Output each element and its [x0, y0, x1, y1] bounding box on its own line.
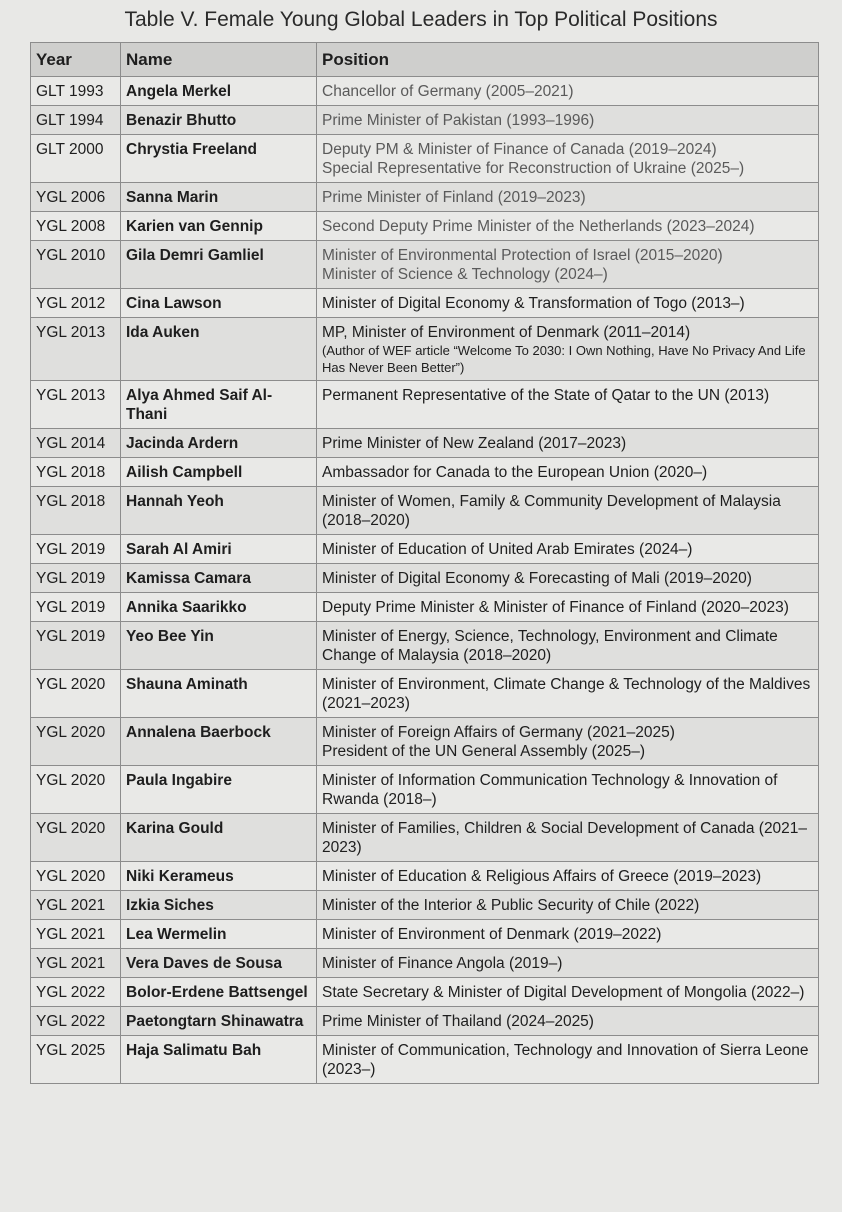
position-line: Minister of Science & Technology (2024–) — [322, 266, 608, 283]
cell-name: Annika Saarikko — [121, 593, 317, 622]
cell-position — [317, 978, 819, 1007]
cell-year: YGL 2022 — [31, 978, 121, 1007]
cell-name: Gila Demri Gamliel — [121, 241, 317, 289]
cell-position — [317, 183, 819, 212]
table-row — [31, 77, 819, 106]
table-row — [31, 458, 819, 487]
position-line: Prime Minister of Finland (2019–2023) — [322, 189, 586, 206]
position-line: Second Deputy Prime Minister of the Netherlands (2023–2024) — [322, 218, 755, 235]
table-row — [31, 135, 819, 183]
cell-year: GLT 2000 — [31, 135, 121, 183]
cell-year: YGL 2019 — [31, 535, 121, 564]
cell-year: YGL 2020 — [31, 670, 121, 718]
cell-position — [317, 920, 819, 949]
cell-name: Jacinda Ardern — [121, 429, 317, 458]
cell-name: Angela Merkel — [121, 77, 317, 106]
cell-position — [317, 212, 819, 241]
cell-position — [317, 458, 819, 487]
cell-year: YGL 2019 — [31, 564, 121, 593]
cell-position — [317, 318, 819, 381]
position-line: Minister of Environment, Climate Change & Technology of the Maldives (2021–2023) — [322, 676, 811, 712]
cell-name: Cina Lawson — [121, 289, 317, 318]
cell-year: YGL 2013 — [31, 381, 121, 429]
cell-position — [317, 718, 819, 766]
cell-year: YGL 2012 — [31, 289, 121, 318]
header-name: Name — [121, 43, 317, 77]
cell-position — [317, 77, 819, 106]
cell-name: Shauna Aminath — [121, 670, 317, 718]
cell-year: YGL 2018 — [31, 458, 121, 487]
cell-year: YGL 2008 — [31, 212, 121, 241]
cell-position — [317, 135, 819, 183]
cell-name: Ida Auken — [121, 318, 317, 381]
leaders-table — [30, 42, 819, 1084]
position-line: MP, Minister of Environment of Denmark (2011–2014) — [322, 324, 691, 341]
cell-name: Paula Ingabire — [121, 766, 317, 814]
position-line: Minister of Communication, Technology and Innovation of Sierra Leone (2023–) — [322, 1042, 809, 1078]
table-row — [31, 289, 819, 318]
cell-year: YGL 2020 — [31, 718, 121, 766]
cell-year: YGL 2021 — [31, 891, 121, 920]
cell-position — [317, 593, 819, 622]
cell-name: Alya Ahmed Saif Al-Thani — [121, 381, 317, 429]
cell-position — [317, 670, 819, 718]
table-row — [31, 212, 819, 241]
cell-year: YGL 2018 — [31, 487, 121, 535]
cell-year: YGL 2021 — [31, 949, 121, 978]
table-row — [31, 862, 819, 891]
cell-name: Yeo Bee Yin — [121, 622, 317, 670]
table-row — [31, 593, 819, 622]
cell-position — [317, 564, 819, 593]
cell-year: YGL 2014 — [31, 429, 121, 458]
cell-year: YGL 2013 — [31, 318, 121, 381]
position-line: Chancellor of Germany (2005–2021) — [322, 83, 574, 100]
cell-name: Ailish Campbell — [121, 458, 317, 487]
cell-position — [317, 289, 819, 318]
table-row — [31, 920, 819, 949]
cell-year: YGL 2019 — [31, 593, 121, 622]
cell-name: Sanna Marin — [121, 183, 317, 212]
table-row — [31, 718, 819, 766]
table-title: Table V. Female Young Global Leaders in Top Political Positions — [124, 8, 718, 31]
position-line: Prime Minister of Pakistan (1993–1996) — [322, 112, 595, 129]
cell-name: Kamissa Camara — [121, 564, 317, 593]
cell-position — [317, 814, 819, 862]
table-row — [31, 564, 819, 593]
cell-year: YGL 2021 — [31, 920, 121, 949]
cell-position — [317, 241, 819, 289]
position-line: Minister of Environment of Denmark (2019–2022) — [322, 926, 662, 943]
cell-position — [317, 622, 819, 670]
cell-year: GLT 1994 — [31, 106, 121, 135]
cell-name: Lea Wermelin — [121, 920, 317, 949]
cell-name: Annalena Baerbock — [121, 718, 317, 766]
position-line: Minister of Environmental Protection of Israel (2015–2020) — [322, 247, 723, 264]
cell-year: YGL 2022 — [31, 1007, 121, 1036]
table-row — [31, 891, 819, 920]
table-row — [31, 535, 819, 564]
table-row — [31, 622, 819, 670]
cell-name: Benazir Bhutto — [121, 106, 317, 135]
position-note: (Author of WEF article “Welcome To 2030: I Own Nothing, Have No Privacy And Life Has Never Been Better”) — [322, 343, 806, 375]
cell-position — [317, 535, 819, 564]
position-line: Permanent Representative of the State of Qatar to the UN (2013) — [322, 387, 770, 404]
cell-position — [317, 429, 819, 458]
header-year: Year — [31, 43, 121, 77]
cell-year: GLT 1993 — [31, 77, 121, 106]
cell-position — [317, 106, 819, 135]
cell-name: Haja Salimatu Bah — [121, 1036, 317, 1084]
position-line: Minister of Information Communication Technology & Innovation of Rwanda (2018–) — [322, 772, 778, 808]
position-line: Minister of Families, Children & Social Development of Canada (2021–2023) — [322, 820, 808, 856]
position-line: Minister of Education & Religious Affairs of Greece (2019–2023) — [322, 868, 762, 885]
position-line: Minister of Digital Economy & Transformation of Togo (2013–) — [322, 295, 745, 312]
position-line: Minister of Finance Angola (2019–) — [322, 955, 563, 972]
position-line: Minister of Digital Economy & Forecasting of Mali (2019–2020) — [322, 570, 752, 587]
position-line: Ambassador for Canada to the European Union (2020–) — [322, 464, 708, 481]
position-line: Deputy PM & Minister of Finance of Canada (2019–2024) — [322, 141, 717, 158]
header-row — [31, 43, 819, 77]
cell-year: YGL 2020 — [31, 814, 121, 862]
cell-name: Sarah Al Amiri — [121, 535, 317, 564]
cell-name: Niki Kerameus — [121, 862, 317, 891]
position-line: State Secretary & Minister of Digital Development of Mongolia (2022–) — [322, 984, 805, 1001]
table-row — [31, 949, 819, 978]
cell-position — [317, 1036, 819, 1084]
cell-year: YGL 2020 — [31, 862, 121, 891]
cell-position — [317, 766, 819, 814]
table-row — [31, 1007, 819, 1036]
position-line: Minister of Energy, Science, Technology, Environment and Climate Change of Malaysia (2018–2020) — [322, 628, 778, 664]
position-line: Minister of the Interior & Public Security of Chile (2022) — [322, 897, 700, 914]
position-line: Minister of Education of United Arab Emirates (2024–) — [322, 541, 693, 558]
cell-position — [317, 862, 819, 891]
table-row — [31, 318, 819, 381]
cell-position — [317, 487, 819, 535]
cell-name: Karien van Gennip — [121, 212, 317, 241]
cell-name: Vera Daves de Sousa — [121, 949, 317, 978]
cell-position — [317, 381, 819, 429]
table-row — [31, 241, 819, 289]
cell-year: YGL 2025 — [31, 1036, 121, 1084]
cell-year: YGL 2019 — [31, 622, 121, 670]
position-line: Special Representative for Reconstruction of Ukraine (2025–) — [322, 160, 745, 177]
table-row — [31, 429, 819, 458]
position-line: President of the UN General Assembly (2025–) — [322, 743, 646, 760]
position-line: Prime Minister of New Zealand (2017–2023) — [322, 435, 627, 452]
position-line: Minister of Foreign Affairs of Germany (2021–2025) — [322, 724, 675, 741]
cell-position — [317, 949, 819, 978]
cell-name: Paetongtarn Shinawatra — [121, 1007, 317, 1036]
table-row — [31, 670, 819, 718]
cell-position — [317, 1007, 819, 1036]
table-row — [31, 766, 819, 814]
table-body — [31, 77, 819, 1084]
cell-year: YGL 2006 — [31, 183, 121, 212]
position-line: Minister of Women, Family & Community Development of Malaysia (2018–2020) — [322, 493, 781, 529]
cell-name: Karina Gould — [121, 814, 317, 862]
table-row — [31, 183, 819, 212]
table-row — [31, 1036, 819, 1084]
cell-position — [317, 891, 819, 920]
table-row — [31, 487, 819, 535]
cell-year: YGL 2010 — [31, 241, 121, 289]
cell-name: Izkia Siches — [121, 891, 317, 920]
cell-year: YGL 2020 — [31, 766, 121, 814]
table-row — [31, 978, 819, 1007]
position-line: Deputy Prime Minister & Minister of Finance of Finland (2020–2023) — [322, 599, 789, 616]
cell-name: Bolor-Erdene Battsengel — [121, 978, 317, 1007]
header-position: Position — [317, 43, 819, 77]
position-line: Prime Minister of Thailand (2024–2025) — [322, 1013, 594, 1030]
cell-name: Chrystia Freeland — [121, 135, 317, 183]
cell-name: Hannah Yeoh — [121, 487, 317, 535]
table-row — [31, 106, 819, 135]
table-row — [31, 381, 819, 429]
table-row — [31, 814, 819, 862]
